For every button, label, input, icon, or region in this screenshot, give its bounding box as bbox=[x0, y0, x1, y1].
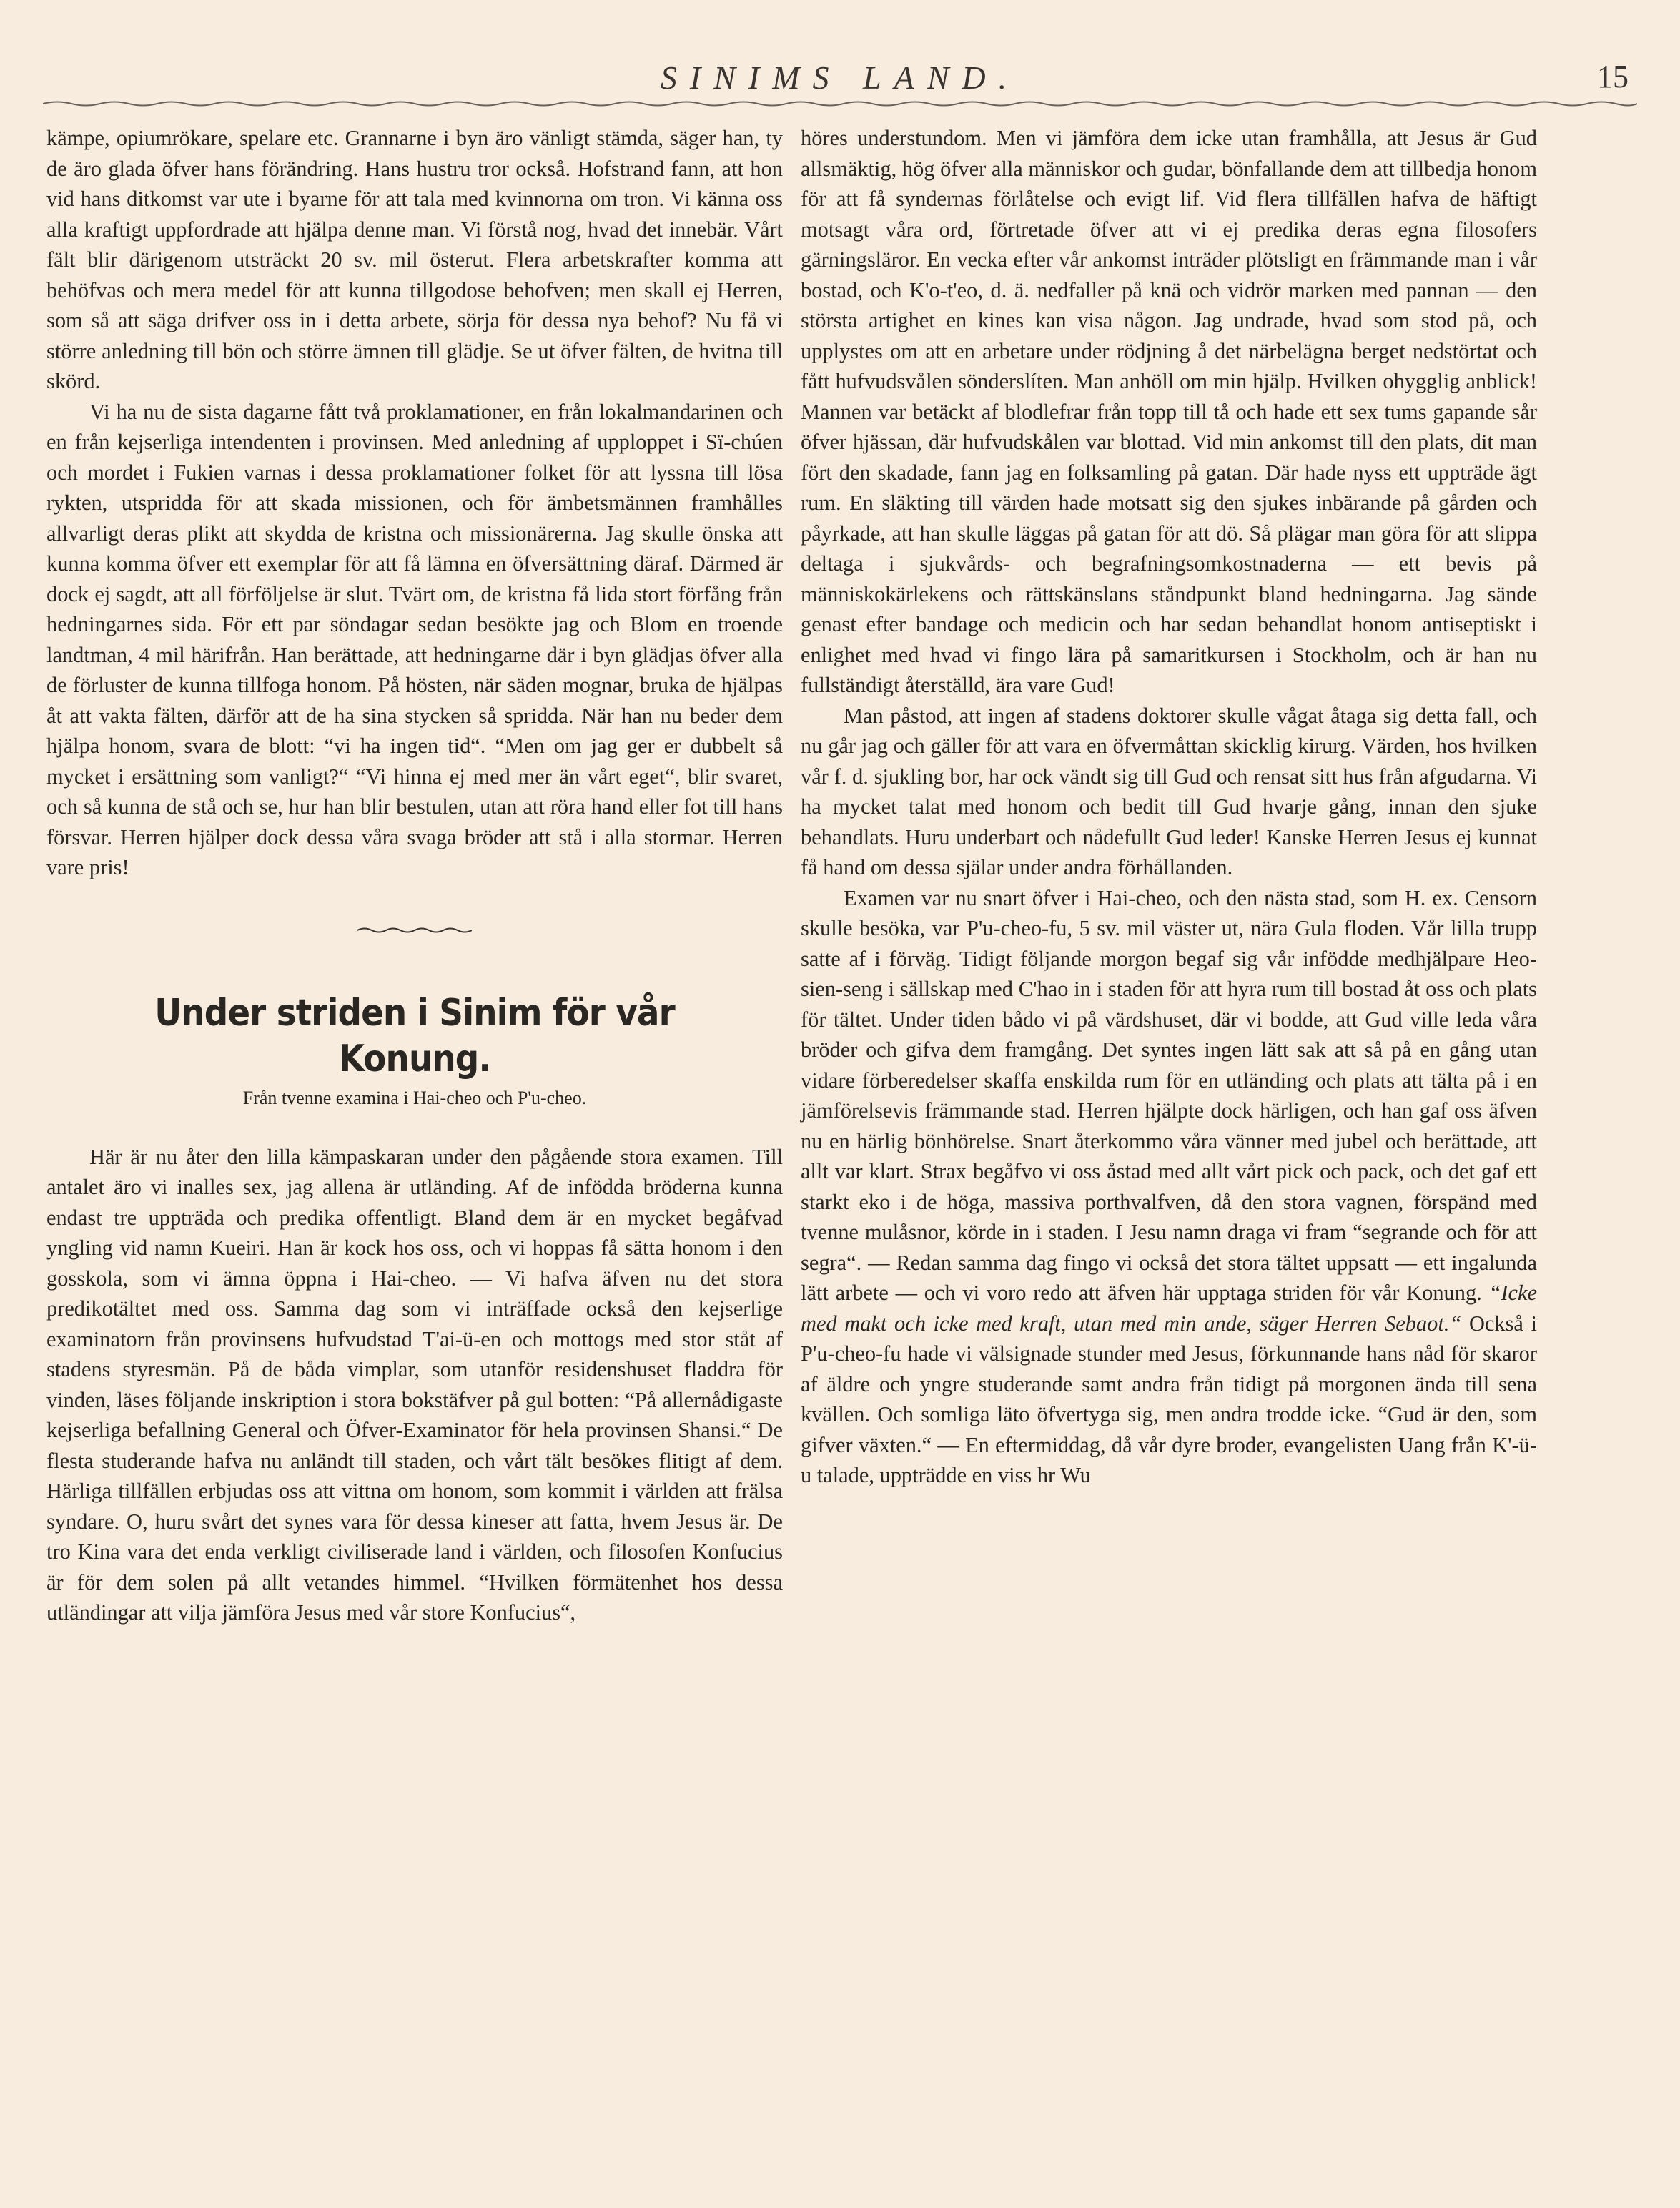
page-number: 15 bbox=[1597, 59, 1629, 94]
paragraph: höres understundom. Men vi jämföra dem icke utan framhålla, att Jesus är Gud allsmäktig, hög öfver alla människor och gudar, bönfallande dem att tillbedja honom för att få syndernas förlåtelse och evigt lif. Vid flera tillfällen hafva de häftigt motsagt våra ord, förtretade öfver att vi ej predika deras egna filosofers gärningsläror. En vecka efter vår ankomst inträder plötsligt en främmande man i vår bostad, och K'o-t'eo, d. ä. nedfaller på knä och vidrör marken med pannan — den största artighet en kines kan visa någon. Jag undrade, hvad som stod på, och upplystes om att en arbetare under rödjning å det närbelägna berget nedstörtat och fått hufvudsvålen sönderslíten. Man anhöll om min hjälp. Hvilken ohygglig anblick! Mannen var betäckt af blodlefrar från topp till tå och hade ett sex tums gapande sår öfver hjässan, där hufvudskålen var blottad. Vid min ankomst till den plats, dit man fört den skadade, fann jag en folksamling på gatan. Där hade nyss ett uppträde ägt rum. En släkting till värden hade motsatt sig den sjukes inbärande på gården och påyrkade, att han skulle läggas på gatan för att dö. Så plägar man göra för att slippa deltaga i sjukvårds- och begrafningsomkostnaderna — ett bevis på människokärlekens och rättskänslans ståndpunkt bland hedningarna. Jag sände genast efter bandage och medicin och har sedan behandlat honom antiseptiskt i enlighet med hvad vi fingo lära på samaritkursen i Stockholm, och är han nu fullständigt återställd, ära vare Gud! bbox=[801, 126, 1537, 697]
header-rule-ornament bbox=[43, 100, 1637, 107]
running-title: SINIMS LAND. bbox=[660, 59, 1020, 96]
paragraph: Man påstod, att ingen af stadens doktorer skulle vågat åtaga sig detta fall, och nu går jag och gäller för att vara en öfvermåttan skicklig kirurg. Värden, hos hvilken vår f. d. sjukling bor, har ock vändt sig till Gud och rensat sitt hus från afgudarna. Vi ha mycket talat med honom och bedit till Gud hvarje gång, innan den sjuke behandlats. Huru underbart och nådefullt Gud leder! Kanske Herren Jesus ej kunnat få hand om dessa själar under andra förhållanden. bbox=[801, 703, 1537, 879]
paragraph: kämpe, opiumrökare, spelare etc. Grannarne i byn äro vänligt stämda, säger han, ty de äro glada öfver hans förändring. Hans hustru tror också. Hofstrand fann, att hon vid hans ditkomst var ute i byarne för att tala med kvinnorna om tron. Vi känna oss alla kraftigt uppfordrade att hjälpa denne man. Vi förstå nog, hvad det innebär. Vårt fält blir därigenom utsträckt 20 sv. mil österut. Flera arbetskrafter komma att behöfvas och mera medel för att kunna tillgodose behofven; men skall ej Herren, som så att säga drifver oss in i detta arbete, sörja för dessa nya behof? Nu få vi större anledning till bön och större ämnen till glädje. Se ut öfver fälten, de hvitna till skörd. bbox=[46, 126, 783, 393]
article-title: Under striden i Sinim för vår Konung. bbox=[154, 991, 675, 1080]
paragraph-text: Också i P'u-cheo-fu hade vi välsignade stunder med Jesus, förkunnande hans nåd för skaror af äldre och yngre studerande samt andra från tidigt på morgonen ända till sena kvällen. Och somliga läto öfvertyga sig, men andra trodde icke. “Gud är den, som gifver växten.“ — En eftermiddag, då vår dyre broder, evangelisten Uang från K'-ü-u talade, uppträdde en viss hr Wu bbox=[801, 1311, 1537, 1487]
left-column bbox=[46, 123, 783, 1628]
right-column bbox=[801, 123, 1537, 1491]
paragraph: Här är nu åter den lilla kämpaskaran under den pågående stora examen. Till antalet äro vi inalles sex, jag allena är utländing. Af de infödda bröderna kunna endast tre uppträda och predika offentligt. Bland dem är en mycket begåfvad yngling vid namn Kueiri. Han är kock hos oss, och vi hoppas få sätta honom i den gosskola, som vi ämna öppna i Hai-cheo. — Vi hafva äfven nu det stora predikotältet med oss. Samma dag som vi inträffade också den kejserlige examinatorn från provinsens hufvudstad T'ai-ü-en och mottogs med stor ståt af stadens styresmän. På de båda vimplar, som utanför residenshuset fladdra för vinden, läses följande inskription i stora bokstäfver på gul botten: “På allernådigaste kejserliga befallning General och Öfver-Examinator för hela provinsen Shansi.“ De flesta studerande hafva nu anländt till staden, och vårt tält besökes flitigt af dem. Härliga tillfällen erbjudas oss att vittna om honom, som kommit i världen att frälsa syndare. O, huru svårt det synes vara för dessa kineser att fatta, hvem Jesus är. De tro Kina vara det enda verkligt civiliserade land i världen, och filosofen Konfucius är för dem solen på allt vetandes himmel. “Hvilken förmätenhet hos dessa utländingar att vilja jämföra Jesus med vår store Konfucius“, bbox=[46, 1144, 783, 1625]
bible-quote: “Icke med makt och icke med kraft, utan med min ande, säger Herren Sebaot.“ bbox=[801, 1281, 1537, 1336]
running-header bbox=[43, 59, 1637, 102]
paragraph: Vi ha nu de sista dagarne fått två proklamationer, en från lokalmandarinen och en från kejserliga intendenten i provinsen. Med anledning af upploppet i Sï-chúen och mordet i Fukien varnas i dessa proklamationer folket för att lyssna till lösa rykten, utspridda för att skada missionen, och för ämbetsmännen framhålles allvarligt deras plikt att skydda de kristna och missionärerna. Jag skulle önska att kunna komma öfver ett exemplar för att få lämna en öfversättning däraf. Därmed är dock ej sagdt, att all förföljelse är slut. Tvärt om, de kristna få lida stort förfång från hedningarnes sida. För ett par söndagar sedan besökte jag och Blom en troende landtman, 4 mil härifrån. Han berättade, att hedningarne där i byn glädjas öfver alla de förluster de kunna tillfoga honom. På hösten, när säden mognar, bruka de hjälpas åt att vakta fälten, därför att de ha sina stycken så spridda. När han nu beder dem hjälpa honom, svara de blott: “vi ha ingen tid“. “Men om jag ger er dubbelt så mycket i ersättning som vanligt?“ “Vi hinna ej med mer än vårt eget“, blir svaret, och så kunna de stå och se, hur han blir bestulen, utan att röra hand eller fot till hans försvar. Herren hjälper dock dessa våra svaga bröder att stå i alla stormar. Herren vare pris! bbox=[46, 399, 783, 879]
article-subtitle: Från tvenne examina i Hai-cheo och P'u-cheo. bbox=[242, 1087, 587, 1108]
paragraph-text: Examen var nu snart öfver i Hai-cheo, och den nästa stad, som H. ex. Censorn skulle besöka, var P'u-cheo-fu, 5 sv. mil väster ut, nära Gula floden. Vår lilla trupp satte af i förväg. Tidigt följande morgon begaf sig vår infödde medhjälpare Heo-sien-seng i sällskap med C'hao in i staden för att hyra rum till bostad åt oss och plats för tältet. Under tiden bådo vi på värdshuset, där vi bodde, att Gud ville leda våra bröder och gifva dem framgång. Det syntes ingen lätt sak att så på en gång utan vidare förberedelser skaffa enskilda rum för en utländing och plats att tälta på i en jämförelsevis främmande stad. Herren hjälpte dock härligen, och han gaf oss äfven nu en härlig bönhörelse. Snart återkommo våra vänner med jubel och berättade, att allt var klart. Strax begåfvo vi oss åstad med allt vårt pick och pack, och det gaf ett starkt eko i de höga, massiva porthvalfven, då den stora vagnen, förspänd med tvenne mulåsnor, körde in i staden. I Jesu namn draga vi fram “segrande och för att segra“. — Redan samma dag fingo vi också det stora tältet uppsatt — ett ingalunda lätt arbete — och vi voro redo att äfven här upptaga striden för vår Konung. bbox=[801, 885, 1537, 1305]
paragraph bbox=[801, 883, 1537, 1491]
section-divider-ornament bbox=[357, 926, 472, 935]
